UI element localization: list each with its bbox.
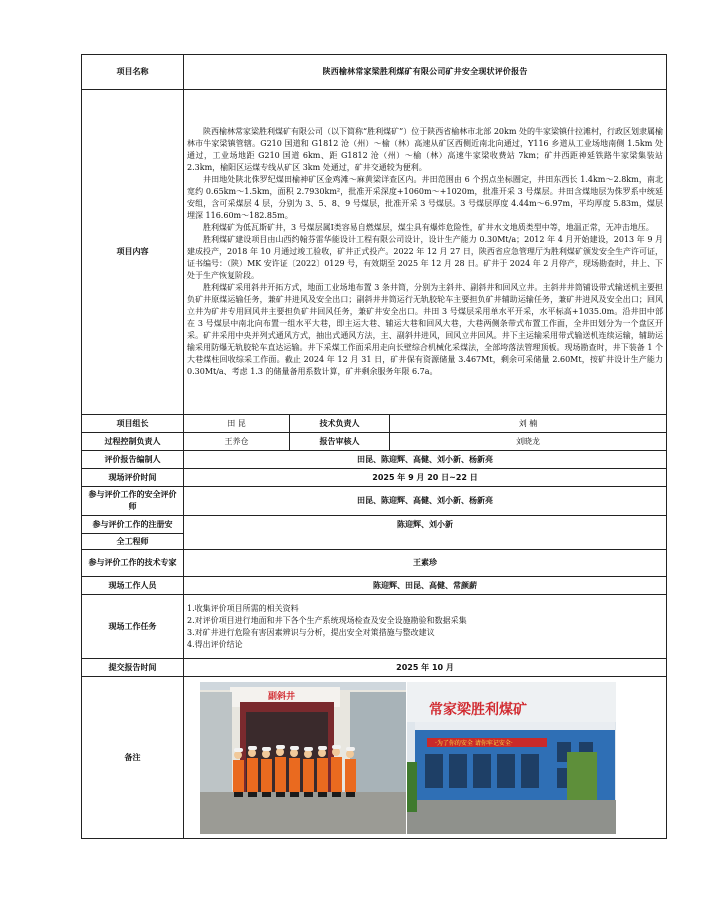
content-paragraph: 井田地处陕北侏罗纪煤田榆神矿区金鸡滩～麻黄梁详查区内。井田范围由 6 个拐点坐标圈定，井田东西长 1.4km～2.8km，南北宽约 0.65km～1.5km，面积 2.7930km²，批准开采深度+1060m～+1020m，批准开采 3 号煤层。井田含煤地层为侏罗系中统延安组，含可采煤层 4 层，分别为 3、5、8、9 号煤层，批准开采 3 号煤层。3 号煤层厚度 4.44m～6.97m，平均厚度 5.83m，煤层埋深 116.60m～182.85m。 [187, 175, 664, 220]
tech-lead-label: 技术负责人 [290, 415, 390, 433]
task-item: 3.对矿井进行危险有害因素辨识与分析，提出安全对策措施与整改建议 [187, 627, 435, 637]
tech-lead-value: 刘 楠 [390, 415, 667, 433]
editors-value: 田昆、陈迎辉、高健、刘小新、杨新亮 [184, 451, 667, 469]
safety-engineers-label: 参与评价工作的注册安 [82, 516, 184, 534]
safety-evaluators-label: 参与评价工作的安全评价师 [82, 487, 184, 516]
field-staff-value: 陈迎辉、田昆、高健、常颜薪 [184, 577, 667, 595]
building-banner-text: ·为了你的安全 请你牢记安全· [435, 739, 513, 747]
leader-label: 项目组长 [82, 415, 184, 433]
tech-expert-value: 王素珍 [184, 550, 667, 577]
submit-time-label: 提交报告时间 [82, 659, 184, 677]
project-name-label: 项目名称 [82, 55, 184, 90]
building-sign-text: 常家梁胜利煤矿 [429, 701, 527, 718]
task-item: 1.收集评价项目所需的相关资料 [187, 603, 299, 613]
editors-label: 评价报告编制人 [82, 451, 184, 469]
safety-engineers-value: 陈迎辉、刘小新 [184, 516, 667, 550]
content-paragraph: 胜利煤矿为低瓦斯矿井，3 号煤层属Ⅰ类容易自燃煤层，煤尘具有爆炸危险性，矿井水文地质类型中等，地温正常，无冲击地压。 [203, 223, 654, 232]
team-photo-svg [200, 682, 406, 834]
field-tasks-label: 现场工作任务 [82, 595, 184, 659]
remarks-label: 备注 [82, 677, 184, 839]
task-item: 4.得出评价结论 [187, 639, 243, 649]
site-photo-building [407, 682, 616, 834]
submit-time-value: 2025 年 10 月 [184, 659, 667, 677]
eval-time-value: 2025 年 9 月 20 日~22 日 [184, 469, 667, 487]
shaft-sign-text: 副斜井 [268, 691, 296, 702]
content-paragraph: 陕西榆林常家梁胜利煤矿有限公司（以下简称“胜利煤矿”）位于陕西省榆林市北部 20km 处的牛家梁镇什拉滩村，行政区划隶属榆林市牛家梁镇管辖。G210 国道和 G1812 沧（州）～榆（林）高速从矿区西侧近南北向通过，Y116 乡道从工业场地南侧 1.5km 处通过，工业场地距 G210 国道 6km、距 G1812 沧（州）～榆（林）高速牛家梁收费站 7km；矿井西距神延铁路牛家梁集装站 2.3km，榆阳区运煤专线从矿区 3km 处通过，矿井交通较为便利。 [187, 127, 664, 172]
leader-value: 田 昆 [184, 415, 290, 433]
process-control-value: 王养仓 [184, 433, 290, 451]
content-paragraph: 胜利煤矿建设项目由山西约翰芬雷华能设计工程有限公司设计，设计生产能力 0.30Mt/a；2012 年 4 月开始建设，2013 年 9 月建成投产，2018 年 10 月通过竣工验收，矿井正式投产。2022 年 12 月 27 日，陕西省应急管理厅为胜利煤矿颁发安全生产许可证，证书编号：（陕）MK 安许证〔2022〕0129 号，有效期至 2025 年 12 月 28 日。矿井于 2024 年 2 月停产，现场勘查时，井上、下处于生产恢复阶段。 [187, 235, 664, 280]
task-item: 2.对评价项目进行地面和井下各个生产系统现场检查及安全设施勘验和数据采集 [187, 615, 467, 625]
process-control-label: 过程控制负责人 [82, 433, 184, 451]
field-staff-label: 现场工作人员 [82, 577, 184, 595]
content-paragraph: 胜利煤矿采用斜井开拓方式，地面工业场地布置 3 条井筒，分别为主斜井、副斜井和回风立井。主斜井井筒铺设带式输送机主要担负矿井原煤运输任务，兼矿井进风及安全出口；副斜井井筒运行无轨胶轮车主要担负矿井辅助运输任务，兼矿井进风及安全出口；回风立井为矿井专用回风井主要担负矿井回风任务，兼矿井安全出口。井田 3 号煤层采用单水平开采，水平标高+1035.0m。沿井田中部在 3 号煤层中南北向布置一组水平大巷，即主运大巷、辅运大巷和回风大巷，大巷两侧条带式布置工作面，全井田划分为一个盘区开采。矿井采用中央并列式通风方式，抽出式通风方法，主、副斜井进风，回风立井回风。井下主运输采用带式输送机连续运输，辅助运输采用防爆无轨胶轮车直达运输。井下采煤工作面采用走向长壁综合机械化采煤法，全部垮落法管理顶板。现场勘查时，井下装备 1 个大巷煤柱回收综采工作面。截止 2024 年 12 月 31 日，矿井保有资源储量 3.467Mt，剩余可采储量 2.60Mt，按矿井设计生产能力 0.30Mt/a、考虑 1.3 的储量备用系数计算，矿井剩余服务年限 6.7a。 [187, 283, 664, 376]
eval-time-label: 现场评价时间 [82, 469, 184, 487]
site-photo-team [200, 682, 406, 834]
remarks-photos [184, 677, 667, 839]
safety-evaluators-value: 田昆、陈迎辉、高健、刘小新、杨新亮 [184, 487, 667, 516]
project-title: 陕西榆林常家梁胜利煤矿有限公司矿井安全现状评价报告 [184, 55, 667, 90]
project-content [184, 90, 667, 415]
reviewer-value: 刘晓龙 [390, 433, 667, 451]
project-content-label: 项目内容 [82, 90, 184, 415]
field-tasks-list [184, 595, 667, 659]
report-form-table [81, 54, 667, 839]
building-photo-svg [407, 682, 616, 834]
reviewer-label: 报告审核人 [290, 433, 390, 451]
tech-expert-label: 参与评价工作的技术专家 [82, 550, 184, 577]
safety-engineers-label-cont: 全工程师 [82, 534, 184, 550]
